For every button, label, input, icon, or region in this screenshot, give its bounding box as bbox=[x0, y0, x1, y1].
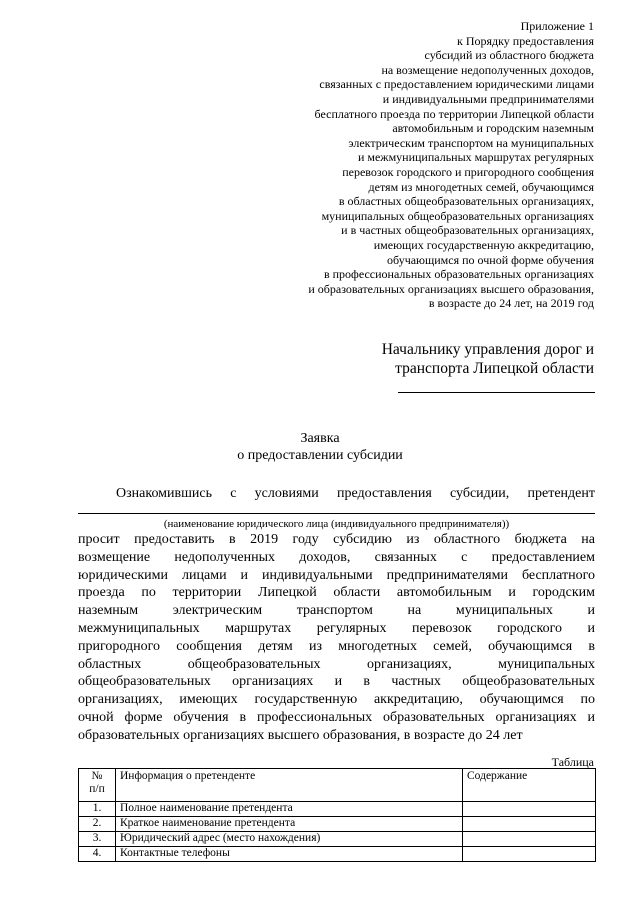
paragraph-line: юридическими лицами и индивидуальными предпринимателями бесплатного bbox=[78, 567, 595, 583]
annex-line: перевозок городского и пригородного сообщения bbox=[342, 164, 594, 179]
table-header-row bbox=[79, 769, 596, 802]
paragraph-line: общеобразовательных организациях и в частных общеобразовательных bbox=[78, 674, 595, 690]
paragraph-line: наземным электрическим транспортом на муниципальных и bbox=[78, 603, 595, 619]
table-caption: Таблица bbox=[551, 755, 594, 769]
row-info-cell: Полное наименование претендента bbox=[116, 802, 463, 817]
paragraph-line: просит предоставить в 2019 году субсидию из областного бюджета на bbox=[78, 532, 595, 547]
request-paragraph bbox=[78, 531, 595, 745]
annex-line: и межмуниципальных маршрутах регулярных bbox=[357, 150, 594, 165]
annex-line: в профессиональных образовательных организациях bbox=[323, 267, 594, 282]
row-number-cell: 2. bbox=[79, 817, 116, 832]
row-number-cell: 4. bbox=[79, 847, 116, 862]
paragraph-line: очной форме обучения в профессиональных образовательных организациях и bbox=[78, 709, 595, 725]
paragraph-line: межмуниципальных маршрутах регулярных перевозок городского и bbox=[78, 620, 595, 636]
annex-line: муниципальных общеобразовательных организациях bbox=[321, 208, 594, 223]
paragraph-line: образовательных организациях высшего образования, в возрасте до 24 лет bbox=[78, 727, 523, 743]
annex-line: и в частных общеобразовательных организациях, bbox=[341, 223, 594, 238]
row-content-cell[interactable] bbox=[463, 817, 596, 832]
annex-line: электрическим транспортом на муниципальных bbox=[348, 135, 594, 150]
table-row bbox=[79, 802, 596, 817]
addressee-signature-line bbox=[398, 392, 595, 393]
annex-line: и образовательных организациях высшего образования, bbox=[308, 281, 594, 296]
header-number-label: № bbox=[91, 770, 103, 782]
row-content-cell[interactable] bbox=[463, 847, 596, 862]
table-row bbox=[79, 817, 596, 832]
addressee-line-2: транспорта Липецкой области bbox=[395, 360, 594, 377]
row-content-cell[interactable] bbox=[463, 802, 596, 817]
title-line-2: о предоставлении субсидии bbox=[237, 448, 403, 463]
applicant-info-table bbox=[78, 768, 596, 862]
row-number-cell: 3. bbox=[79, 832, 116, 847]
header-info-cell: Информация о претенденте bbox=[116, 769, 463, 802]
annex-line: в возрасте до 24 лет, на 2019 год bbox=[428, 296, 594, 311]
row-info-cell: Юридический адрес (место нахождения) bbox=[116, 832, 463, 847]
annex-line: на возмещение недополученных доходов, bbox=[381, 62, 594, 77]
applicant-name-hint: (наименование юридического лица (индивидуального предпринимателя)) bbox=[163, 518, 510, 530]
paragraph-line: проезда по территории Липецкой области автомобильным и городским bbox=[78, 585, 595, 601]
row-info-cell: Краткое наименование претендента bbox=[116, 817, 463, 832]
annex-line: бесплатного проезда по территории Липецкой области bbox=[314, 106, 594, 121]
annex-header bbox=[234, 19, 594, 311]
lead-paragraph: Ознакомившись с условиями предоставления субсидии, претендент bbox=[116, 486, 595, 501]
row-info-cell: Контактные телефоны bbox=[116, 847, 463, 862]
header-number-cell bbox=[79, 769, 116, 802]
annex-line: в областных общеобразовательных организациях, bbox=[338, 194, 594, 209]
annex-line: и индивидуальными предпринимателями bbox=[382, 91, 594, 106]
paragraph-line: пригородного сообщения детям из многодетных семей, обучающимся в bbox=[78, 638, 595, 654]
annex-line: к Порядку предоставления bbox=[456, 33, 594, 48]
paragraph-line: организациях, имеющих государственную аккредитацию, обучающимся по bbox=[78, 692, 595, 708]
title-line-1: Заявка bbox=[300, 431, 340, 446]
row-number-cell: 1. bbox=[79, 802, 116, 817]
table-row bbox=[79, 832, 596, 847]
row-content-cell[interactable] bbox=[463, 832, 596, 847]
header-number-sublabel: п/п bbox=[89, 783, 105, 795]
annex-line: детям из многодетных семей, обучающимся bbox=[368, 179, 594, 194]
annex-line: Приложение 1 bbox=[520, 19, 594, 33]
header-content-cell: Содержание bbox=[463, 769, 596, 802]
document-title bbox=[0, 430, 640, 464]
annex-line: обучающимся по очной форме обучения bbox=[387, 252, 594, 267]
annex-line: автомобильным и городским наземным bbox=[392, 121, 594, 136]
annex-line: субсидий из областного бюджета bbox=[424, 48, 594, 63]
annex-line: имеющих государственную аккредитацию, bbox=[373, 237, 594, 252]
paragraph-line: областных общеобразовательных организациях, муниципальных bbox=[78, 656, 595, 672]
applicant-name-line bbox=[78, 513, 595, 514]
addressee-block bbox=[274, 340, 594, 378]
addressee-line-1: Начальнику управления дорог и bbox=[381, 341, 594, 358]
table-row bbox=[79, 847, 596, 862]
paragraph-line: возмещение недополученных доходов, связанных с предоставлением bbox=[78, 549, 595, 565]
annex-line: связанных с предоставлением юридическими лицами bbox=[319, 77, 594, 92]
